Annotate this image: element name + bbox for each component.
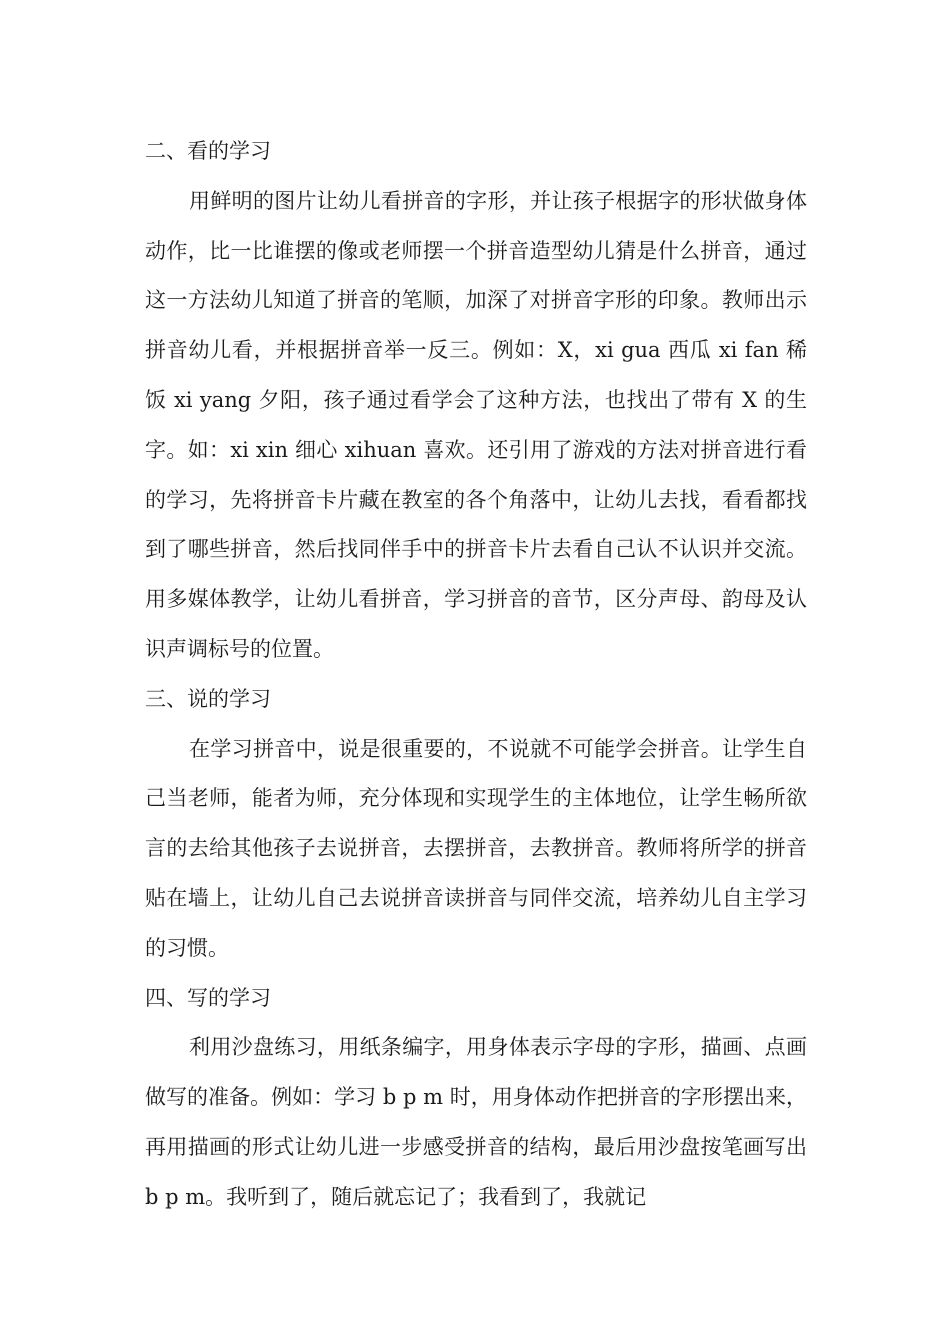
section-paragraph: 用鲜明的图片让幼儿看拼音的字形，并让孩子根据字的形状做身体动作，比一比谁摆的像或老师摆一个拼音造型幼儿猜是什么拼音，通过这一方法幼儿知道了拼音的笔顺，加深了对拼音字形的印象。教师出示拼音幼儿看，并根据拼音举一反三。例如：X，xi gua 西瓜 xi fan 稀饭 xi yang 夕阳，孩子通过看学会了这种方法，也找出了带有 X 的生字。如：xi xin 细心 xihuan 喜欢。还引用了游戏的方法对拼音进行看的学习，先将拼音卡片藏在教室的各个角落中，让幼儿去找，看看都找到了哪些拼音，然后找同伴手中的拼音卡片去看自己认不认识并交流。用多媒体教学，让幼儿看拼音，学习拼音的音节，区分声母、韵母及认识声调标号的位置。 (145, 188, 807, 661)
section-look (145, 127, 807, 675)
section-heading: 三、说的学习 (145, 686, 271, 711)
section-paragraph: 利用沙盘练习，用纸条编字，用身体表示字母的字形，描画、点画做写的准备。例如：学习 b p m 时，用身体动作把拼音的字形摆出来，再用描画的形式让幼儿进一步感受拼音的结构，最后用沙盘按笔画写出 b p m。我听到了，随后就忘记了；我看到了，我就记 (145, 1035, 807, 1209)
section-write (145, 974, 807, 1223)
section-heading: 四、写的学习 (145, 985, 271, 1010)
section-speak (145, 675, 807, 974)
section-paragraph: 在学习拼音中，说是很重要的，不说就不可能学会拼音。让学生自己当老师，能者为师，充分体现和实现学生的主体地位，让学生畅所欲言的去给其他孩子去说拼音，去摆拼音，去教拼音。教师将所学的拼音贴在墙上，让幼儿自己去说拼音读拼音与同伴交流，培养幼儿自主学习的习惯。 (145, 736, 807, 960)
section-heading: 二、看的学习 (145, 139, 271, 163)
document-body (145, 127, 807, 1223)
